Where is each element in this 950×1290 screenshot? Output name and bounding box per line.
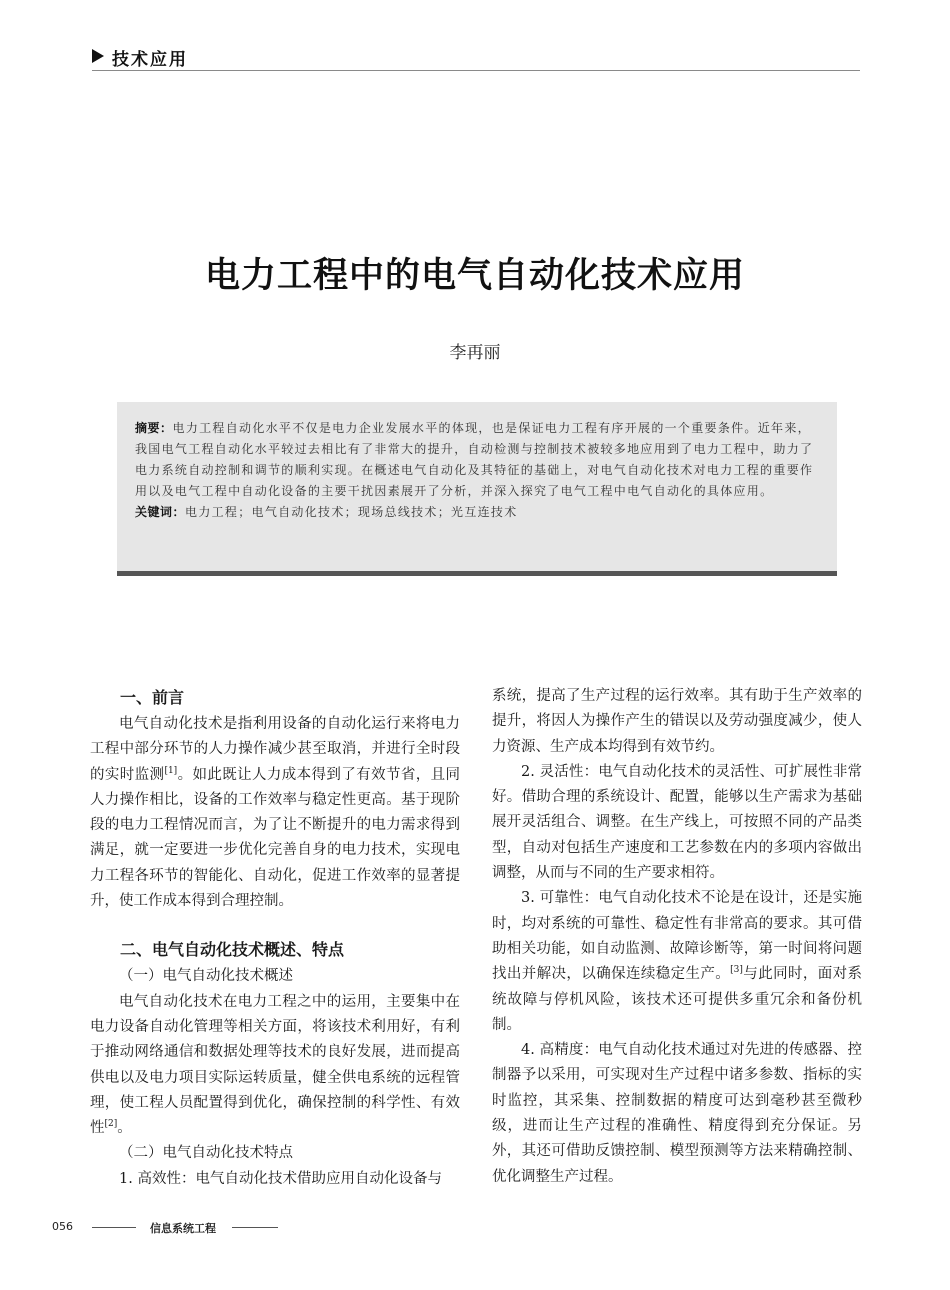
triangle-marker-icon [92,49,104,63]
article-title: 电力工程中的电气自动化技术应用 [204,255,745,296]
author-name: 李再丽 [449,343,501,363]
paragraph-overview [90,990,460,1142]
subheading-features: （二）电气自动化技术特点 [119,1145,293,1162]
section-heading-overview: 二、电气自动化技术概述、特点 [120,940,345,960]
paragraph-preface [90,712,460,914]
subheading-overview: （一）电气自动化技术概述 [119,968,293,985]
spacer [90,914,460,936]
running-header [92,44,860,71]
text-run: 电气自动化技术是指利用设备的自动化运行来将电力工程中部分环节的人力操作减少甚至取消，并进行全时段的实时监测 [90,716,460,783]
citation-ref: [2] [104,1119,118,1130]
right-column [492,684,862,1190]
abstract-box [117,402,837,576]
abstract-paragraph [135,418,819,502]
footer-rule [92,1227,136,1228]
page-footer [0,1218,950,1238]
text-run: 与此同时，面对系统故障与停机风险，该技术还可提供多重冗余和备份机制。 [492,966,863,1033]
page-number: 056 [52,1220,73,1233]
citation-ref: [3] [730,965,743,976]
keywords-text: 电力工程；电气自动化技术；现场总线技术；光互连技术 [185,505,518,519]
section-label: 技术应用 [112,50,188,70]
citation-ref: [1] [164,765,178,776]
paragraph-reliability [492,886,862,1038]
paragraph-precision: 4. 高精度：电气自动化技术通过对先进的传感器、控制器予以采用，可实现对生产过程中诸多参数、指标的实时监控，其采集、控制数据的精度可达到毫秒甚至微秒级，进而让生产过程的准确性、精度得到充分保证。另外，其还可借助反馈控制、模型预测等方法来精确控制、优化调整生产过程。 [492,1042,862,1185]
text-run: 。如此既让人力成本得到了有效节省，且同人力操作相比，设备的工作效率与稳定性更高。基于现阶段的电力工程情况而言，为了让不断提升的电力需求得到满足，就一定要进一步优化完善自身的电力技术，实现电力工程各环节的智能化、自动化，促进工作效率的显著提升，使工作成本得到合理控制。 [90,766,461,910]
journal-name: 信息系统工程 [150,1222,216,1235]
abstract-text: 电力工程自动化水平不仅是电力企业发展水平的体现，也是保证电力工程有序开展的一个重要条件。近年来，我国电气工程自动化水平较过去相比有了非常大的提升，自动检测与控制技术被较多地应用到了电力工程中，助力了电力系统自动控制和调节的顺利实现。在概述电气自动化及其特征的基础上，对电气自动化技术对电力工程的重要作用以及电气工程中自动化设备的主要干扰因素展开了分析，并深入探究了电气工程中电气自动化的具体应用。 [135,421,814,498]
paragraph-efficiency-start: 1. 高效性：电气自动化技术借助应用自动化设备与 [119,1170,442,1187]
section-heading-preface: 一、前言 [120,688,185,707]
text-run: 3. 可靠性：电气自动化技术不论是在设计，还是实施时，均对系统的可靠性、稳定性有非常高的要求。其可借助相关功能，如自动监测、故障诊断等，第一时间将问题找出并解决，以确保连续稳定生产。 [492,890,862,983]
text-run: 电气自动化技术在电力工程之中的运用，主要集中在电力设备自动化管理等相关方面，将该技术利用好，有利于推动网络通信和数据处理等技术的良好发展，进而提高供电以及电力项目实际运转质量，健全供电系统的远程管理，使工程人员配置得到优化，确保控制的科学性、有效性 [90,993,460,1137]
paragraph-flexibility: 2. 灵活性：电气自动化技术的灵活性、可扩展性非常好。借助合理的系统设计、配置，能够以生产需求为基础展开灵活组合、调整。在生产线上，可按照不同的产品类型，自动对包括生产速度和工艺参数在内的多项内容做出调整，从而与不同的生产要求相符。 [492,763,862,882]
left-column [90,684,460,1192]
keywords-line [135,502,819,523]
paragraph-efficiency-cont: 系统，提高了生产过程的运行效率。其有助于生产效率的提升，将因人为操作产生的错误以及劳动强度减少，使人力资源、生产成本均得到有效节约。 [492,688,862,755]
abstract-label: 摘要： [135,421,173,435]
keywords-label: 关键词： [135,505,186,519]
text-run: 。 [117,1120,132,1137]
footer-rule [232,1227,278,1228]
